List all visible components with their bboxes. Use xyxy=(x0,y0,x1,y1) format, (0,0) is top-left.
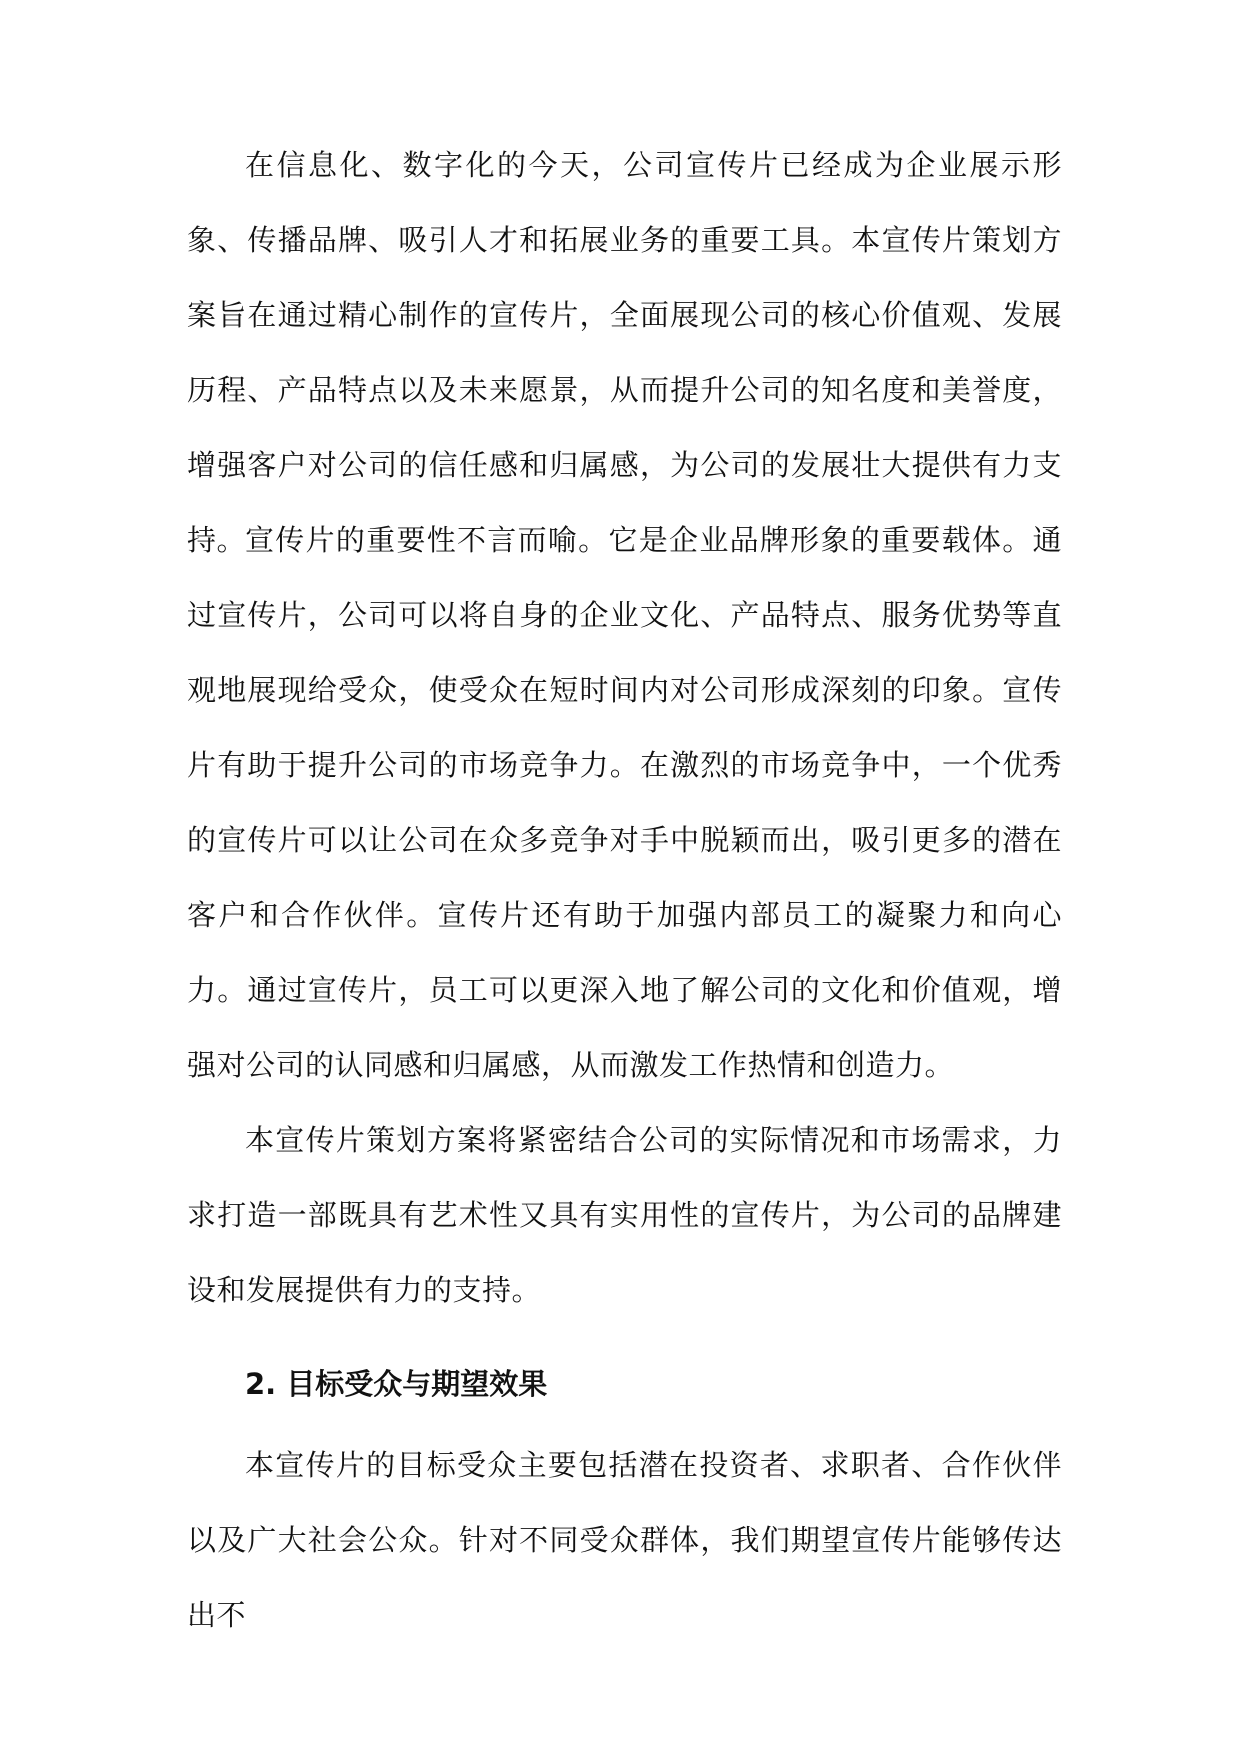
section-heading: 2. 目标受众与期望效果 xyxy=(245,1367,548,1401)
audience-paragraph: 本宣传片的目标受众主要包括潜在投资者、求职者、合作伙伴以及广大社会公众。针对不同受众群体，我们期望宣传片能够传达出不 xyxy=(187,1448,1062,1632)
importance-paragraph: 宣传片的重要性不言而喻。它是企业品牌形象的重要载体。通过宣传片，公司可以将自身的企业文化、产品特点、服务优势等直观地展现给受众，使受众在短时间内对公司形成深刻的印象。宣传片有助于提升公司的市场竞争力。在激烈的市场竞争中，一个优秀的宣传片可以让公司在众多竞争对手中脱颖而出，吸引更多的潜在客户和合作伙伴。宣传片还有助于加强内部员工的凝聚力和向心力。通过宣传片，员工可以更深入地了解公司的文化和价值观，增强对公司的认同感和归属感，从而激发工作热情和创造力。 xyxy=(187,523,1062,1082)
intro-paragraph: 在信息化、数字化的今天，公司宣传片已经成为企业展示形象、传播品牌、吸引人才和拓展业务的重要工具。本宣传片策划方案旨在通过精心制作的宣传片，全面展现公司的核心价值观、发展历程、产品特点以及未来愿景，从而提升公司的知名度和美誉度，增强客户对公司的信任感和归属感，为公司的发展壮大提供有力支持。 xyxy=(187,148,1062,557)
plan-paragraph: 本宣传片策划方案将紧密结合公司的实际情况和市场需求，力求打造一部既具有艺术性又具有实用性的宣传片，为公司的品牌建设和发展提供有力的支持。 xyxy=(187,1123,1062,1307)
